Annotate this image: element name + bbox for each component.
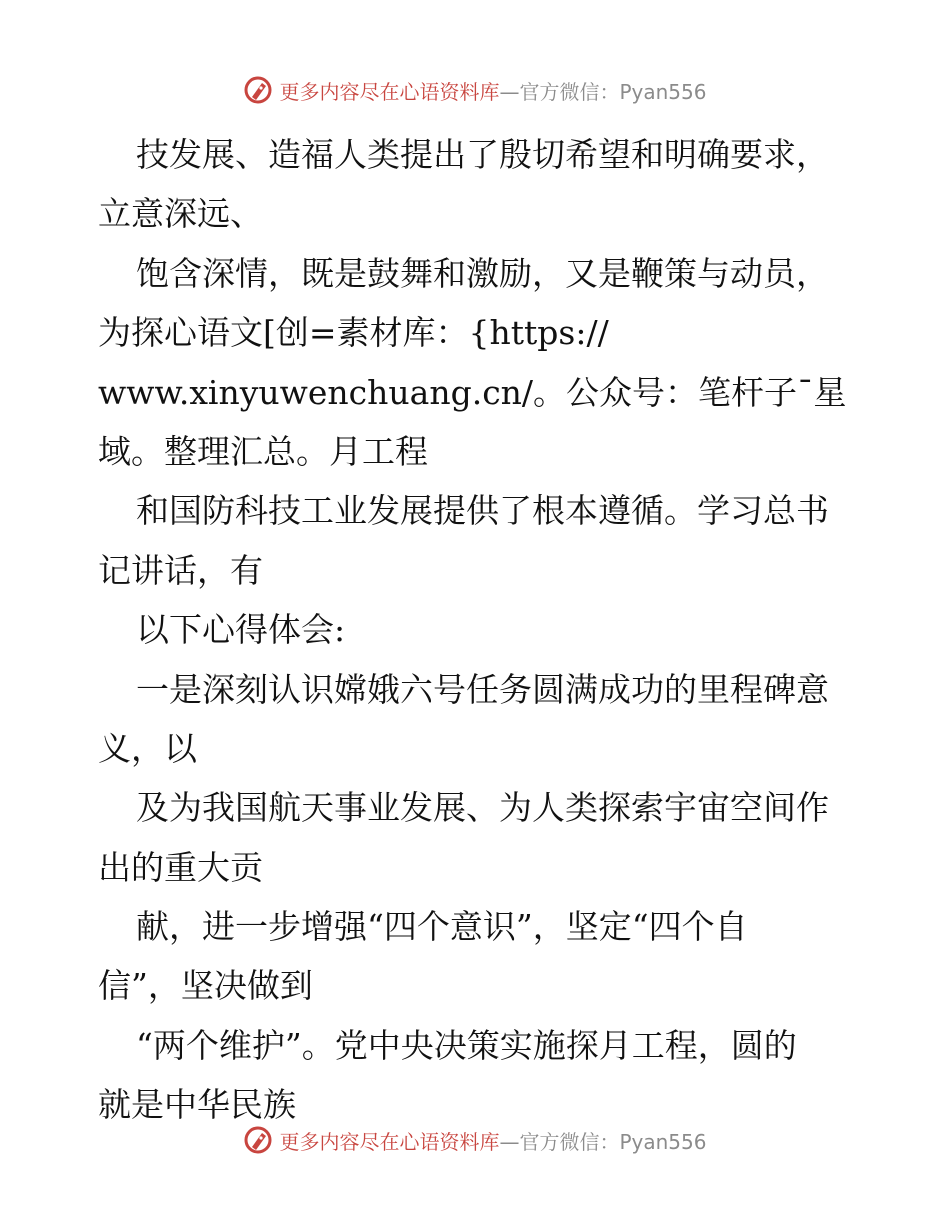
text-line: 义，以 <box>98 728 197 768</box>
header-site-name: 更多内容尽在心语资料库 <box>279 79 500 104</box>
text-line: 献，进一步增强“四个意识”，坚定“四个自 <box>136 907 748 947</box>
text-line: 就是中华民族 <box>98 1085 296 1125</box>
text-line: 出的重大贡 <box>98 847 263 887</box>
header-banner-text <box>279 76 706 105</box>
text-line: 以下心得体会: <box>136 610 346 650</box>
footer-wechat: —官方微信：Pyan556 <box>499 1129 707 1154</box>
text-line: 为探心语文[创=素材库：{https:// <box>98 313 609 353</box>
pen-nib-logo-icon <box>243 1125 273 1155</box>
text-line: 记讲话，有 <box>98 550 263 590</box>
header-wechat: —官方微信：Pyan556 <box>499 79 707 104</box>
text-line: 和国防科技工业发展提供了根本遵循。学习总书 <box>136 491 829 531</box>
footer-banner-text <box>279 1126 706 1155</box>
footer-banner <box>0 1120 950 1160</box>
text-line: www.xinyuwenchuang.cn/。公众号：笔杆子¯星 <box>98 372 847 412</box>
text-line: 立意深远、 <box>98 194 263 234</box>
text-line: 饱含深情，既是鼓舞和激励，又是鞭策与动员， <box>136 253 829 293</box>
text-line: 及为我国航天事业发展、为人类探索宇宙空间作 <box>136 788 829 828</box>
footer-site-name: 更多内容尽在心语资料库 <box>279 1129 500 1154</box>
header-banner <box>0 70 950 110</box>
pen-nib-logo-icon <box>243 75 273 105</box>
text-line: 域。整理汇总。月工程 <box>98 431 428 471</box>
text-line: 一是深刻认识嫦娥六号任务圆满成功的里程碑意 <box>136 669 829 709</box>
text-line: 信”，坚决做到 <box>98 966 313 1006</box>
text-line: 技发展、造福人类提出了殷切希望和明确要求， <box>136 135 829 174</box>
document-body <box>98 125 858 1135</box>
text-line: “两个维护”。党中央决策实施探月工程，圆的 <box>136 1025 797 1065</box>
